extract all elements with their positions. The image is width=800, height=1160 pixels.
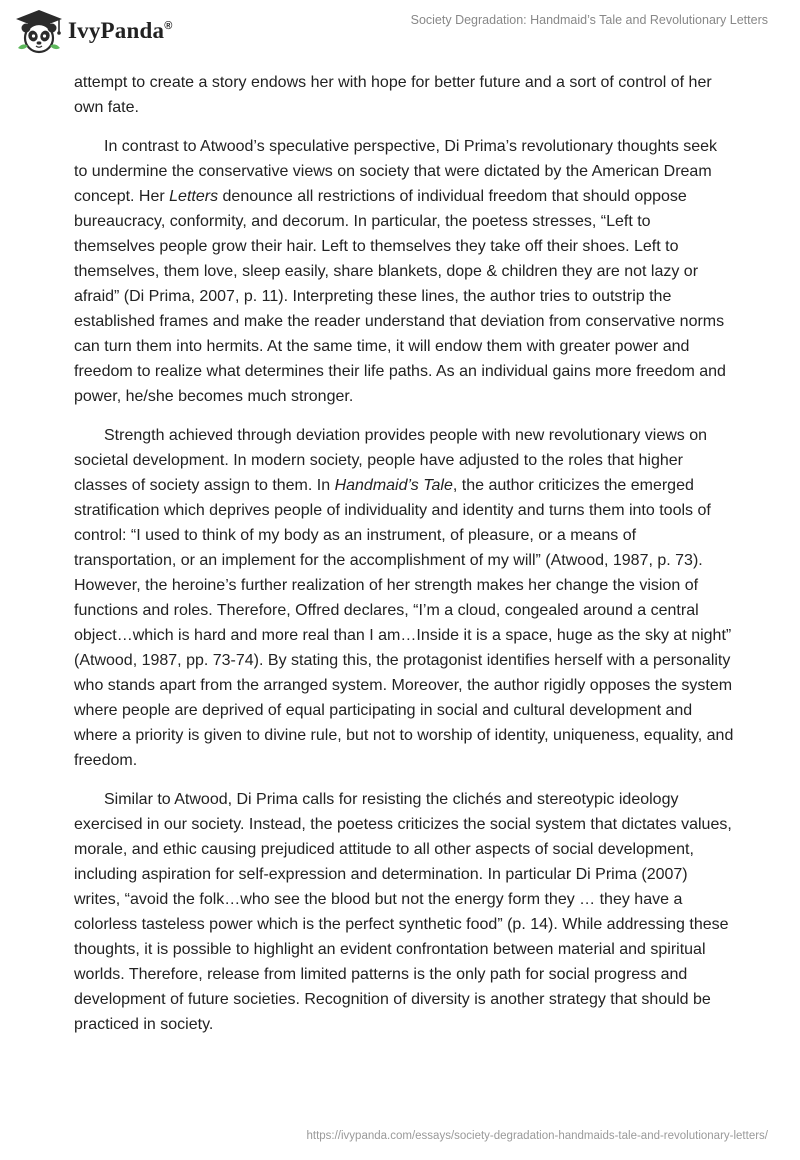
- logo-text: IvyPanda®: [68, 18, 173, 43]
- paragraph-text: Similar to Atwood, Di Prima calls for resisting the clichés and stereotypic ideology exercised in our society. Instead, the poetess criticizes the social system that dictates values, morale, and ethic causing prejudiced attitude to all other aspects of social development, including aspiration for self-expression and determination. In particular Di Prima (2007) writes, “avoid the folk…who see the blood but not the energy form they … they have a colorless tasteless power which is the perfect synthetic food” (p. 14). While addressing these thoughts, it is possible to highlight an evident confrontation between material and spiritual worlds. Therefore, release from limited patterns is the only path for social progress and development of future societies. Recognition of diversity is another strategy that should be practiced in society.: [74, 791, 732, 1033]
- italic-title: Letters: [169, 188, 219, 205]
- panda-graduate-icon: [14, 8, 64, 54]
- paragraph-text: attempt to create a story endows her with hope for better future and a sort of control of her own fate.: [74, 74, 712, 116]
- running-title: Society Degradation: Handmaid’s Tale and Revolutionary Letters: [410, 13, 768, 27]
- essay-paragraph: [74, 787, 734, 1037]
- essay-paragraph: [74, 134, 734, 409]
- page-header: [0, 0, 800, 70]
- italic-title: Handmaid’s Tale: [334, 477, 453, 494]
- source-url[interactable]: https://ivypanda.com/essays/society-degradation-handmaids-tale-and-revolutionary-letters/: [306, 1130, 768, 1142]
- essay-paragraph: [74, 423, 734, 773]
- essay-body: [74, 70, 734, 1051]
- essay-paragraph: [74, 70, 734, 120]
- paragraph-text: , the author criticizes the emerged stratification which deprives people of individuality and identity and turns them into tools of control: “I used to think of my body as an instrument, of pleasure, or a means of transportation, or an implement for the accomplishment of my will” (Atwood, 1987, p. 73). However, the heroine’s further realization of her strength makes her change the vision of functions and roles. Therefore, Offred declares, “I’m a cloud, congealed around a central object…which is hard and more real than I am…Inside it is a space, huge as the sky at night” (Atwood, 1987, pp. 73-74). By stating this, the protagonist identifies herself with a personality who stands apart from the arranged system. Moreover, the author rigidly opposes the system where people are deprived of equal participating in social and cultural development and where a priority is given to divine rule, but not to worship of identity, uniqueness, equality, and freedom.: [74, 477, 734, 769]
- paragraph-text: denounce all restrictions of individual freedom that should oppose bureaucracy, conformity, and decorum. In particular, the poetess stresses, “Left to themselves people grow their hair. Left to themselves they take off their shoes. Left to themselves, them love, sleep easily, share blankets, dope & children they are not lazy or afraid” (Di Prima, 2007, p. 11). Interpreting these lines, the author tries to outstrip the established frames and make the reader understand that deviation from conservative norms can turn them into hermits. At the same time, it will endow them with greater power and freedom to realize what determines their life paths. As an individual gains more freedom and power, he/she becomes much stronger.: [74, 188, 726, 405]
- ivypanda-logo[interactable]: [14, 8, 173, 54]
- paragraph-text: In contrast to Atwood’s speculative perspective, Di Prima’s revolutionary thoughts seek to undermine the conservative views on society that were dictated by the American Dream concept. Her: [74, 138, 718, 205]
- paragraph-text: Strength achieved through deviation provides people with new revolutionary views on societal development. In modern society, people have adjusted to the roles that higher classes of society assign to them. In: [74, 427, 708, 494]
